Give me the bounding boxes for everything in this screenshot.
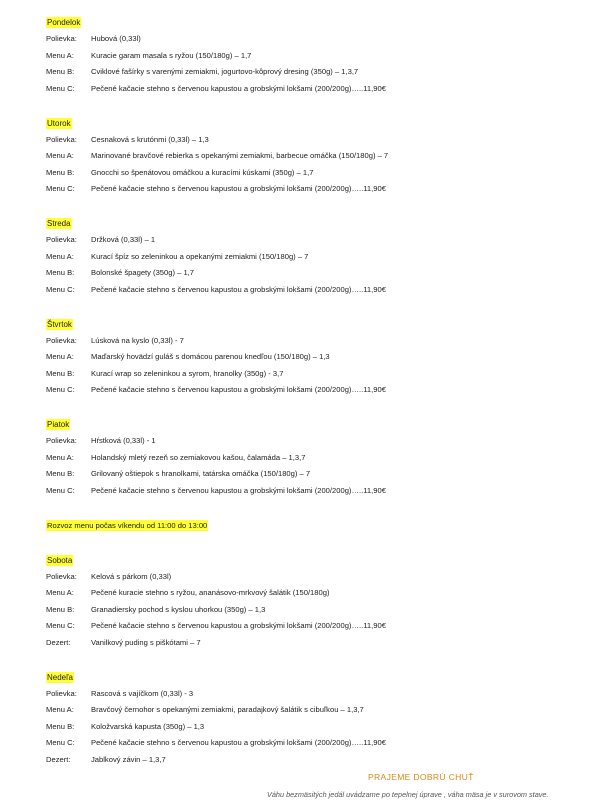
day-title: Utorok bbox=[47, 118, 71, 128]
menu-row-label: Polievka: bbox=[46, 436, 77, 445]
menu-row-dish: Vanilkový puding s piškótami – 7 bbox=[91, 637, 201, 647]
menu-row bbox=[46, 738, 586, 748]
menu-row-dish: Hŕstková (0,33l) - 1 bbox=[91, 436, 156, 445]
menu-row bbox=[46, 572, 586, 582]
menu-row bbox=[46, 469, 586, 479]
menu-row-dish: Lúsková na kyslo (0,33l) - 7 bbox=[91, 335, 184, 345]
menu-row bbox=[46, 235, 586, 245]
menu-row-dish: Hubová (0,33l) bbox=[91, 34, 141, 43]
menu-row-label: Menu C: bbox=[46, 284, 75, 294]
day-section bbox=[46, 667, 586, 765]
menu-row bbox=[46, 385, 586, 395]
menu-row bbox=[46, 67, 586, 77]
menu-row-label: Dezert: bbox=[46, 637, 71, 647]
menu-row-dish: Pečené kačacie stehno s červenou kapustou a grobskými lokšami (200/200g)…..11,90€ bbox=[91, 621, 386, 630]
menu-row-dish: Bravčový černohor s opekanými zemiakmi, paradajkový šalátik s cibuľkou – 1,3,7 bbox=[91, 705, 364, 714]
menu-row-dish: Kelová s párkom (0,33l) bbox=[91, 571, 172, 581]
menu-row-dish: Jablkový závin – 1,3,7 bbox=[91, 754, 166, 764]
weekend-list bbox=[46, 550, 586, 765]
menu-row-label: Menu A: bbox=[46, 352, 74, 361]
menu-row-dish: Gnocchi so špenátovou omáčkou a kuracími kúskami (350g) – 1,7 bbox=[91, 167, 314, 177]
day-section bbox=[46, 414, 586, 496]
menu-row bbox=[46, 268, 586, 278]
menu-row-dish: Cviklové fašírky s varenými zemiakmi, jogurtovo-kôprový dresing (350g) – 1,3,7 bbox=[91, 67, 359, 76]
menu-row bbox=[46, 151, 586, 161]
menu-row bbox=[46, 621, 586, 631]
weekend-delivery-notice: Rozvoz menu počas víkendu od 11:00 do 13:00 bbox=[47, 520, 208, 530]
menu-row-dish: Pečené kačacie stehno s červenou kapustou a grobskými lokšami (200/200g)…..11,90€ bbox=[91, 385, 386, 394]
menu-row-label: Menu B: bbox=[46, 268, 75, 277]
menu-row-dish: Pečené kuracie stehno s ryžou, ananásovo-mrkvový šalátik (150/180g) bbox=[91, 588, 330, 597]
menu-row-label: Menu C: bbox=[46, 83, 75, 93]
menu-row-label: Polievka: bbox=[46, 335, 77, 345]
weekday-list bbox=[46, 12, 586, 496]
menu-row-label: Polievka: bbox=[46, 571, 77, 581]
menu-row-dish: Maďarský hovädzí guláš s domácou parenou knedľou (150/180g) – 1,3 bbox=[91, 352, 330, 361]
menu-row bbox=[46, 689, 586, 699]
menu-row bbox=[46, 722, 586, 732]
day-section bbox=[46, 314, 586, 396]
menu-row bbox=[46, 436, 586, 446]
menu-row-label: Polievka: bbox=[46, 34, 77, 43]
menu-row-label: Menu A: bbox=[46, 705, 74, 714]
menu-row bbox=[46, 168, 586, 178]
menu-row-label: Dezert: bbox=[46, 754, 71, 764]
weight-footnote: Váhu bezmäsitých jedál uvádzame po tepelnej úprave , váha mäsa je v surovom stave. bbox=[267, 790, 549, 799]
menu-row-dish: Pečené kačacie stehno s červenou kapustou a grobskými lokšami (200/200g)…..11,90€ bbox=[91, 485, 386, 495]
menu-row-label: Menu C: bbox=[46, 385, 75, 394]
menu-row-label: Polievka: bbox=[46, 134, 77, 144]
menu-row bbox=[46, 605, 586, 615]
menu-row-dish: Grilovaný oštiepok s hranolkami, tatárska omáčka (150/180g) – 7 bbox=[91, 469, 311, 478]
menu-row-dish: Cesnaková s krutónmi (0,33l) – 1,3 bbox=[91, 134, 209, 144]
menu-row-label: Menu B: bbox=[46, 604, 75, 614]
menu-row bbox=[46, 336, 586, 346]
closing-message: PRAJEME DOBRÚ CHUŤ bbox=[368, 772, 474, 782]
weekly-menu bbox=[46, 12, 586, 784]
menu-row-dish: Pečené kačacie stehno s červenou kapustou a grobskými lokšami (200/200g)…..11,90€ bbox=[91, 83, 386, 93]
day-section bbox=[46, 550, 586, 648]
menu-row-dish: Držková (0,33l) – 1 bbox=[91, 235, 156, 244]
menu-row-dish: Pečené kačacie stehno s červenou kapustou a grobskými lokšami (200/200g)…..11,90€ bbox=[91, 284, 386, 294]
menu-row-dish: Koložvarská kapusta (350g) – 1,3 bbox=[91, 721, 205, 731]
menu-row-dish: Rascová s vajíčkom (0,33l) - 3 bbox=[91, 688, 194, 698]
menu-row-label: Menu B: bbox=[46, 368, 75, 378]
day-title: Sobota bbox=[47, 555, 73, 565]
day-section bbox=[46, 113, 586, 195]
menu-row bbox=[46, 486, 586, 496]
menu-row-label: Menu C: bbox=[46, 738, 75, 747]
menu-row-label: Menu B: bbox=[46, 469, 75, 478]
day-section bbox=[46, 213, 586, 295]
menu-row bbox=[46, 705, 586, 715]
menu-row-label: Menu B: bbox=[46, 167, 75, 177]
menu-row-dish: Marinované bravčové rebierka s opekanými zemiakmi, barbecue omáčka (150/180g) – 7 bbox=[91, 151, 389, 160]
menu-row bbox=[46, 135, 586, 145]
menu-row bbox=[46, 352, 586, 362]
menu-row bbox=[46, 453, 586, 463]
menu-row-label: Menu B: bbox=[46, 721, 75, 731]
menu-row bbox=[46, 252, 586, 262]
menu-row-label: Menu A: bbox=[46, 151, 74, 160]
day-title: Pondelok bbox=[47, 18, 81, 27]
menu-row-dish: Pečené kačacie stehno s červenou kapustou a grobskými lokšami (200/200g)…..11,90€ bbox=[91, 184, 386, 193]
menu-row-label: Polievka: bbox=[46, 235, 77, 244]
menu-row-dish: Holandský mletý rezeň so zemiakovou kašou, čalamáda – 1,3,7 bbox=[91, 452, 306, 462]
menu-row-dish: Kurací špíz so zeleninkou a opekanými zemiakmi (150/180g) – 7 bbox=[91, 251, 309, 261]
menu-row-label: Menu C: bbox=[46, 621, 75, 630]
day-title: Štvrtok bbox=[47, 319, 72, 329]
menu-row-dish: Kurací wrap so zeleninkou a syrom, hranolky (350g) - 3,7 bbox=[91, 368, 284, 378]
menu-row-dish: Kuracie garam masala s ryžou (150/180g) – 1,7 bbox=[91, 50, 252, 60]
menu-row bbox=[46, 638, 586, 648]
menu-row-dish: Pečené kačacie stehno s červenou kapustou a grobskými lokšami (200/200g)…..11,90€ bbox=[91, 738, 386, 747]
menu-row bbox=[46, 34, 586, 44]
menu-row bbox=[46, 755, 586, 765]
menu-row-dish: Bolonské špagety (350g) – 1,7 bbox=[91, 268, 195, 277]
menu-row-label: Menu A: bbox=[46, 50, 74, 60]
menu-row-dish: Granadiersky pochod s kyslou uhorkou (350g) – 1,3 bbox=[91, 604, 266, 614]
menu-row-label: Menu A: bbox=[46, 251, 74, 261]
menu-row-label: Menu A: bbox=[46, 588, 74, 597]
menu-row-label: Menu C: bbox=[46, 184, 75, 193]
menu-row bbox=[46, 184, 586, 194]
day-section bbox=[46, 12, 586, 94]
menu-row bbox=[46, 51, 586, 61]
menu-row bbox=[46, 84, 586, 94]
menu-row-label: Polievka: bbox=[46, 688, 77, 698]
day-title: Streda bbox=[47, 219, 71, 228]
menu-row-label: Menu B: bbox=[46, 67, 75, 76]
menu-row bbox=[46, 588, 586, 598]
menu-row-label: Menu C: bbox=[46, 485, 75, 495]
day-title: Piatok bbox=[47, 420, 70, 429]
day-title: Nedeľa bbox=[47, 672, 73, 682]
menu-row-label: Menu A: bbox=[46, 452, 74, 462]
menu-row bbox=[46, 369, 586, 379]
menu-row bbox=[46, 285, 586, 295]
